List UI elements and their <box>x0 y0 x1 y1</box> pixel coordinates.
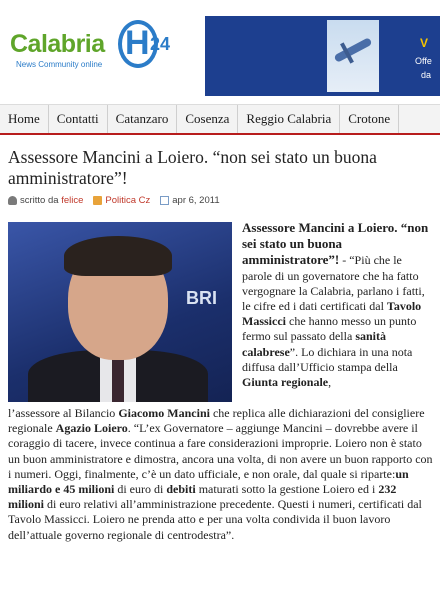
ad-line-3: da <box>421 70 432 80</box>
bold-text: debiti <box>166 482 196 497</box>
article-meta <box>8 192 220 208</box>
bold-text: Giacomo Mancini <box>118 406 210 420</box>
nav-item-home[interactable]: Home <box>0 105 49 133</box>
logo-wordmark: Calabria <box>10 30 105 58</box>
logo-h-letter: H <box>125 24 150 62</box>
nav-item-catanzaro[interactable]: Catanzaro <box>108 105 178 133</box>
main-nav <box>0 104 440 135</box>
text-run: che hanno messo un punto fermo sul passato della <box>242 314 417 344</box>
article-photo <box>8 222 232 402</box>
calendar-icon <box>160 196 169 205</box>
text-run: - “Più che le parole di un governatore che ha fatto vergognare la Calabria, parlano i fatti, le cifre ed i dati certificati dal <box>242 253 425 314</box>
bold-text: 232 milioni <box>8 482 397 512</box>
site-header <box>0 0 440 100</box>
text-run: l’assessore al Bilancio <box>8 406 119 420</box>
category-link[interactable]: Politica Cz <box>105 194 151 206</box>
ad-headline: V <box>420 36 429 50</box>
photo-hair <box>64 236 172 276</box>
article-lead-paragraph <box>242 220 434 390</box>
text-run: ”. Lo dichiara in una nota diffusa dall’Ufficio stampa della <box>242 344 413 374</box>
ad-line-2: Offe <box>415 56 432 66</box>
logo-tagline: News Community online <box>16 60 103 69</box>
text-run: maturati sotto la gestione Loiero ed i <box>195 482 379 497</box>
photo-backdrop-text: BRI <box>186 288 217 308</box>
bold-text: Agazio Loiero <box>55 421 128 436</box>
folder-icon <box>93 196 102 205</box>
text-run: di euro di <box>114 482 167 497</box>
nav-item-reggio-calabria[interactable]: Reggio Calabria <box>238 105 340 133</box>
article-body <box>8 406 434 543</box>
article-lead: Assessore Mancini a Loiero. “non sei stato un buona amministratore”! <box>242 220 429 268</box>
author-link[interactable]: felice <box>61 194 84 206</box>
article-title[interactable]: Assessore Mancini a Loiero. “non sei stato un buona amministratore”! <box>8 147 377 188</box>
bold-text: un miliardo e 45 milioni <box>8 466 409 497</box>
bold-text: sanità calabrese <box>242 329 386 359</box>
nav-item-contatti[interactable]: Contatti <box>49 105 108 133</box>
written-by-label: scritto da <box>20 194 59 206</box>
site-logo[interactable] <box>10 20 185 78</box>
logo-number: 24 <box>150 34 171 54</box>
publish-date: apr 6, 2011 <box>172 194 220 206</box>
bold-text: Tavolo Massicci <box>242 299 422 329</box>
text-run: . “L’ex Governatore – aggiunge Mancini – dovrebbe avere il coraggio di tacere, invece continua a fare considerazioni improprie. Loiero non è stato un buon amministratore e dimostra, ancora una volta, di non avere un buon rapporto con i numeri. Oggi, finalmente, c’è un dato ufficiale, e non orale, dal quale si riparte: <box>8 421 433 481</box>
text-run: , <box>328 375 332 390</box>
user-icon <box>8 196 17 205</box>
nav-item-crotone[interactable]: Crotone <box>340 105 399 133</box>
banner-ad[interactable] <box>205 16 440 96</box>
photo-tie <box>112 358 124 402</box>
text-run: di euro relativi all’amministrazione precedente. Questi i numeri, certificati dal Tavolo Massicci. Loiero ne prenda atto e per una volta condivida il buon lavoro dell’attuale governo regionale di centrodestra”. <box>8 497 422 542</box>
bold-text: Giunta regionale <box>242 375 329 390</box>
nav-item-cosenza[interactable]: Cosenza <box>177 105 238 133</box>
text-run: che replica alle dichiarazioni del consigliere regionale <box>8 406 425 436</box>
